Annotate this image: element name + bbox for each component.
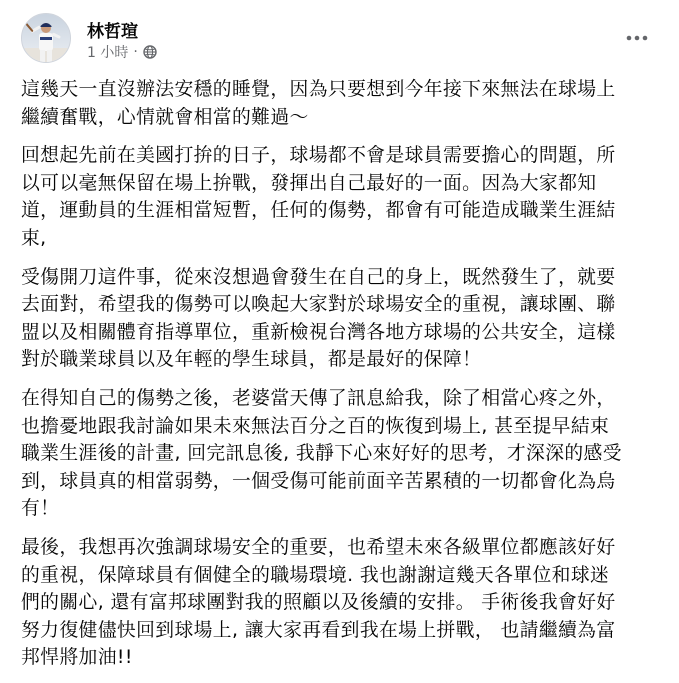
post-text [21,76,664,683]
post-paragraph: 最後，我想再次強調球場安全的重要，也希望未來各級單位都應該好好 的重視，保障球員有個健全的職場環境. 我也謝謝這幾天各單位和球迷 們的關心, 還有富邦球團對我的照顧以及後續的安排。 手術後我會好好 努力復健儘快回到球場上, 讓大家再看到我在場上拼戰， 也請繼續為富 邦悍將加油!! [21,536,616,669]
post-paragraph: 在得知自己的傷勢之後，老婆當天傳了訊息給我，除了相當心疼之外， 也擔憂地跟我討論如果未來無法百分之百的恢復到場上, 甚至提早結束 職業生涯後的計畫, 回完訊息後, 我靜下心來好好的思考，才深深的感受 到，球員真的相當弱勢，一個受傷可能前面辛苦累積的一切都會化為烏 有！ [21,387,622,520]
post-header [21,13,661,67]
more-horizontal-icon [626,35,648,41]
globe-icon[interactable] [143,45,157,59]
more-options-button[interactable] [619,23,655,53]
post-paragraph: 回想起先前在美國打拚的日子，球場都不會是球員需要擔心的問題，所 以可以毫無保留在場上拚戰，發揮出自己最好的一面。因為大家都知 道，運動員的生涯相當短暫，任何的傷勢，都會有可能造成職業生涯結 束, [21,145,616,249]
post-paragraph: 這幾天一直沒辦法安穩的睡覺，因為只要想到今年接下來無法在球場上 繼續奮戰，心情就會相當的難過～ [21,79,616,128]
post-timestamp[interactable]: 1 小時 [87,45,129,61]
author-name[interactable]: 林哲瑄 [87,22,138,42]
author-avatar[interactable] [21,13,71,63]
post-paragraph: 受傷開刀這件事，從來沒想過會發生在自己的身上，既然發生了，就要 去面對，希望我的傷勢可以喚起大家對於球場安全的重視，讓球團、聯 盟以及相關體育指導單位，重新檢視台灣各地方球場的公共安全，這樣 對於職業球員以及年輕的學生球員，都是最好的保障！ [21,266,616,371]
avatar-photo [22,14,71,63]
meta-separator: · [133,44,138,60]
post-meta [87,43,157,61]
